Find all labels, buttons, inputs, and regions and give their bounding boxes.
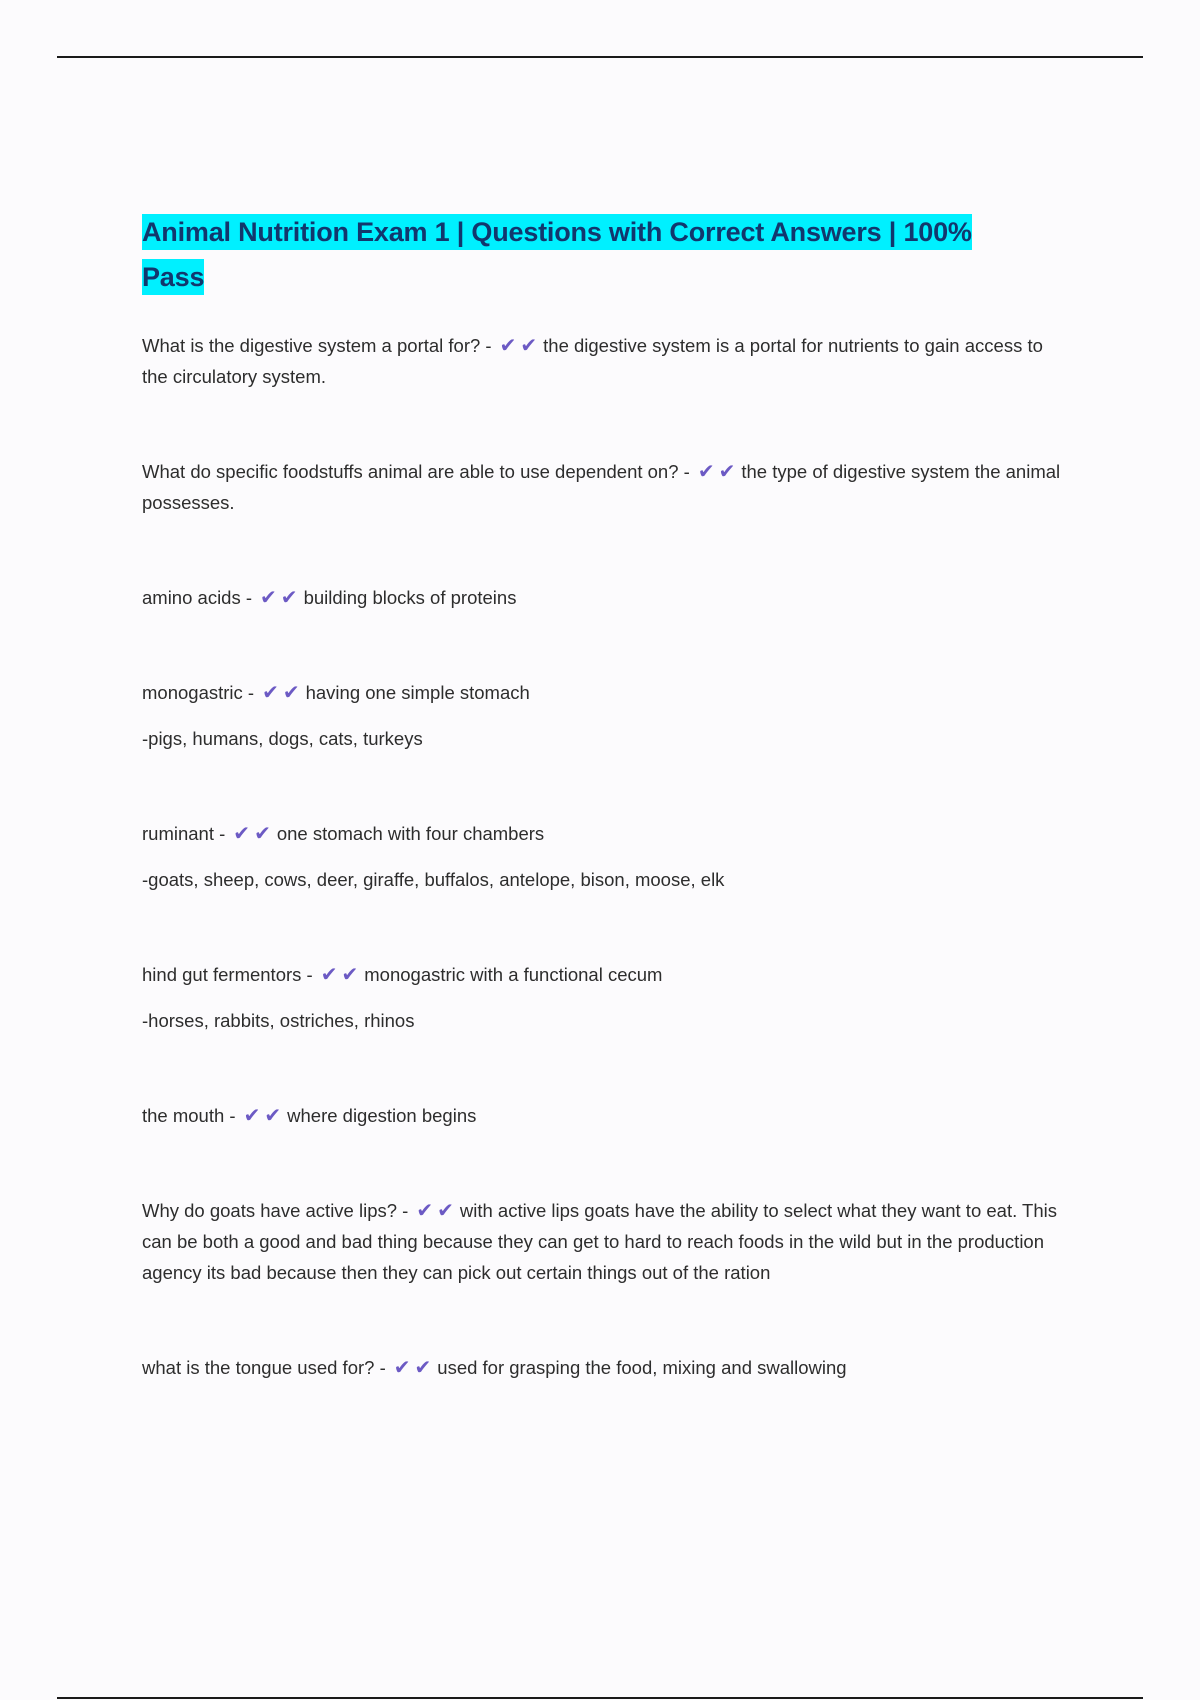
question-text: what is the tongue used for? — [142, 1357, 375, 1378]
check-pair — [500, 330, 542, 361]
answer-text: having one simple stomach — [305, 682, 530, 703]
separator-text: - — [224, 1105, 236, 1126]
answer-text: the type of digestive system the animal possesses. — [142, 461, 1061, 513]
title-line-2: Pass — [142, 259, 204, 295]
title-line-1: Animal Nutrition Exam 1 | Questions with Correct Answers | 100% — [142, 214, 972, 250]
answer-text: with active lips goats have the ability to select what they want to eat. This can be both a good and bad thing because they can get to hard to reach foods in the wild but in the production agency its bad because then they can pick out certain things out of the ration — [142, 1200, 1057, 1283]
checkmark-icon: ✔ — [414, 1357, 432, 1379]
qa-line — [142, 330, 1072, 392]
separator-text: - — [397, 1200, 409, 1221]
check-pair — [394, 1352, 436, 1383]
checkmark-icon: ✔ — [254, 823, 271, 845]
qa-line — [142, 1352, 1072, 1383]
qa-item — [142, 1352, 1072, 1383]
answer-text: where digestion begins — [287, 1105, 477, 1126]
checkmark-icon: ✔ — [243, 1105, 261, 1127]
question-text: hind gut fermentors — [142, 964, 302, 985]
answer-text: building blocks of proteins — [303, 587, 517, 608]
checkmark-icon: ✔ — [320, 964, 338, 986]
separator-text: - — [301, 964, 313, 985]
answer-text: the digestive system is a portal for nutrients to gain access to the circulatory system. — [142, 335, 1043, 387]
check-pair — [262, 677, 304, 708]
examples-text: -horses, rabbits, ostriches, rhinos — [142, 1010, 415, 1031]
header-rule — [57, 56, 1143, 58]
checkmark-icon: ✔ — [260, 587, 277, 609]
answer-text: monogastric with a functional cecum — [364, 964, 663, 985]
separator-text: - — [678, 461, 690, 482]
check-pair — [244, 1100, 286, 1131]
check-pair — [321, 959, 363, 990]
question-text: What is the digestive system a portal for? — [142, 335, 481, 356]
question-text: What do specific foodstuffs animal are able to use dependent on? — [142, 461, 679, 482]
checkmark-icon: ✔ — [264, 1105, 282, 1127]
qa-line — [142, 582, 1072, 613]
question-text: Why do goats have active lips? — [142, 1200, 398, 1221]
checkmark-icon: ✔ — [718, 461, 736, 483]
question-text: the mouth — [142, 1105, 225, 1126]
checkmark-icon: ✔ — [520, 335, 538, 357]
footer-rule — [57, 1697, 1143, 1699]
check-pair — [416, 1195, 458, 1226]
qa-item — [142, 959, 1072, 1036]
examples-text: -goats, sheep, cows, deer, giraffe, buffalos, antelope, bison, moose, elk — [142, 869, 725, 890]
question-text: monogastric — [142, 682, 243, 703]
qa-line — [142, 456, 1072, 518]
checkmark-icon: ✔ — [262, 682, 279, 704]
checkmark-icon: ✔ — [499, 335, 517, 357]
checkmark-icon: ✔ — [280, 587, 298, 609]
answer-text: one stomach with four chambers — [276, 823, 545, 844]
check-pair — [698, 456, 740, 487]
qa-item — [142, 330, 1072, 392]
checkmark-icon: ✔ — [393, 1357, 411, 1379]
checkmark-icon: ✔ — [233, 823, 251, 845]
qa-item — [142, 1195, 1072, 1288]
separator-text: - — [240, 587, 253, 608]
examples-text: -pigs, humans, dogs, cats, turkeys — [142, 728, 423, 749]
qa-line — [142, 959, 1072, 990]
qa-line — [142, 1100, 1072, 1131]
qa-item — [142, 456, 1072, 518]
separator-text: - — [242, 682, 255, 703]
separator-text: - — [213, 823, 226, 844]
qa-item — [142, 1100, 1072, 1131]
checkmark-icon: ✔ — [437, 1200, 454, 1222]
separator-text: - — [374, 1357, 386, 1378]
qa-item — [142, 677, 1072, 754]
qa-line — [142, 677, 1072, 708]
question-text: ruminant — [142, 823, 214, 844]
check-pair — [233, 818, 275, 849]
answer-text: used for grasping the food, mixing and swallowing — [437, 1357, 847, 1378]
qa-item — [142, 582, 1072, 613]
separator-text: - — [480, 335, 492, 356]
checkmark-icon: ✔ — [282, 682, 300, 704]
checkmark-icon: ✔ — [697, 461, 715, 483]
qa-line — [142, 1195, 1072, 1288]
qa-item — [142, 818, 1072, 895]
checkmark-icon: ✔ — [416, 1200, 434, 1222]
question-text: amino acids — [142, 587, 241, 608]
checkmark-icon: ✔ — [341, 964, 359, 986]
document-title — [142, 210, 1072, 300]
check-pair — [260, 582, 302, 613]
document-body — [142, 210, 1072, 1447]
qa-line — [142, 818, 1072, 849]
qa-list — [142, 330, 1072, 1383]
